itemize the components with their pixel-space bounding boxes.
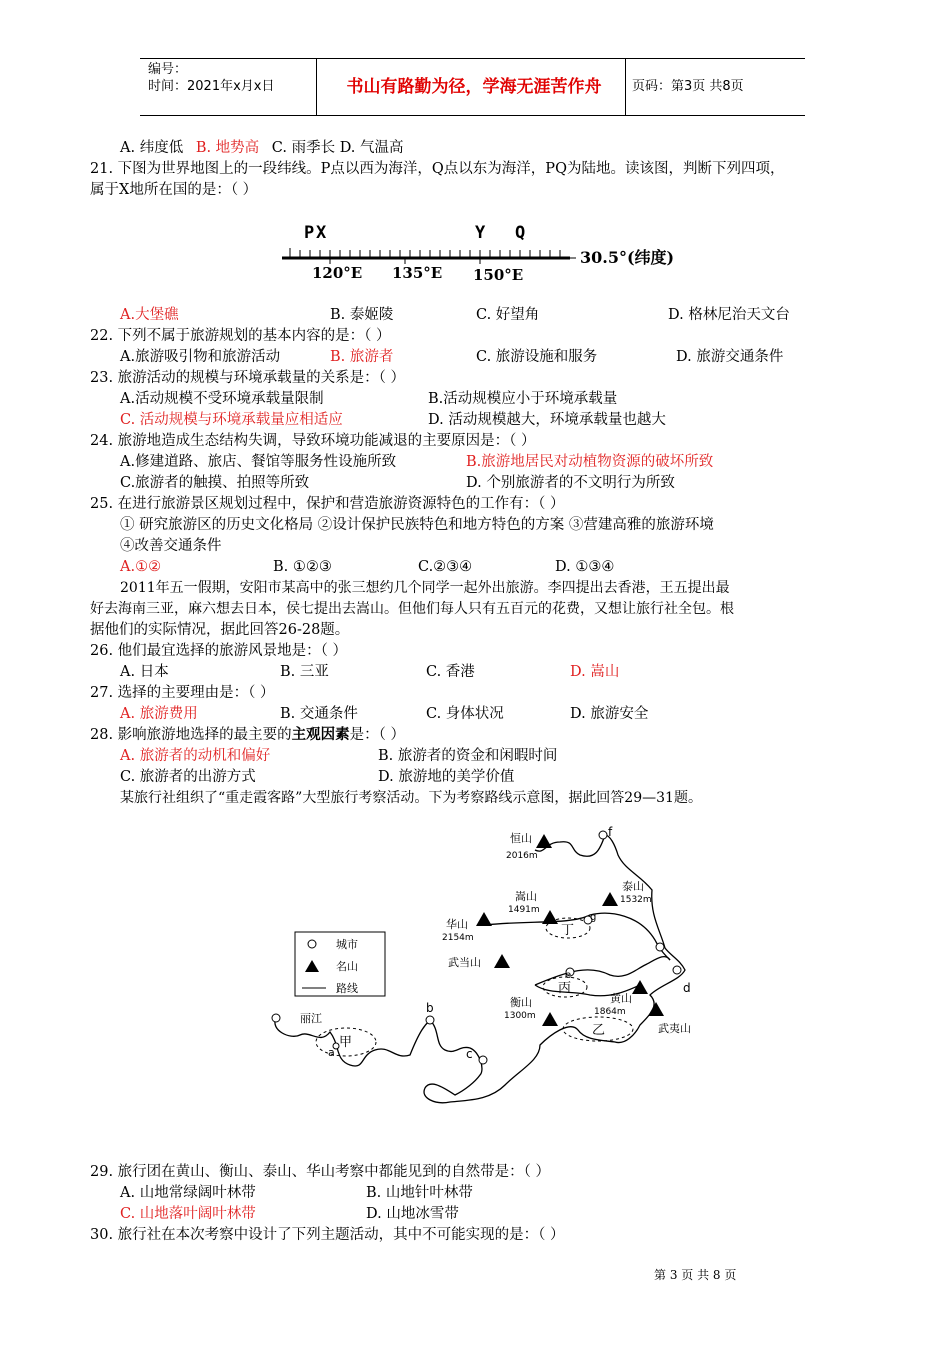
- q21-option-a: A.大堡礁: [120, 307, 179, 323]
- q21-stem-cont: 属于X地所在国的是：（ ）: [90, 182, 258, 198]
- q28-option-a: A. 旅游者的动机和偏好: [120, 748, 271, 764]
- point-e-label: e: [565, 970, 572, 981]
- q29-option-a: A. 山地常绿阔叶林带: [120, 1185, 256, 1201]
- tick-135E: 135°E: [392, 264, 443, 282]
- mountain-hengshan-north-icon: [536, 834, 552, 848]
- mountain-huashan-label: 华山: [446, 918, 468, 931]
- q26-stem: 26. 他们最宜选择的旅游风景地是：（ ）: [90, 643, 348, 659]
- q22-option-b: B. 旅游者: [330, 349, 394, 365]
- legend-route: 路线: [336, 982, 358, 995]
- point-P: P: [304, 223, 315, 243]
- story-line-3: 据他们的实际情况，据此回答26-28题。: [90, 622, 350, 638]
- legend-mountain: 名山: [336, 960, 358, 973]
- q27-option-a: A. 旅游费用: [120, 706, 198, 722]
- mountain-huashan-icon: [476, 912, 492, 926]
- point-Q: Q: [515, 223, 526, 243]
- header-motto: 书山有路勤为径，学海无涯苦作舟: [346, 77, 602, 97]
- header-divider: [625, 59, 626, 115]
- point-g-label: g: [590, 912, 597, 923]
- q29-intro: 某旅行社组织了“重走霞客路”大型旅行考察活动。下为考察路线示意图，据此回答29—31题。: [120, 790, 702, 806]
- q27-option-c: C. 身体状况: [426, 706, 504, 722]
- tick-120E: 120°E: [312, 264, 363, 282]
- legend-city-icon: [308, 940, 316, 948]
- city-d-icon: [673, 966, 681, 974]
- mountain-taishan-icon: [602, 892, 618, 906]
- q24-option-b: B.旅游地居民对动植物资源的破坏所致: [466, 454, 714, 470]
- q27-option-d: D. 旅游安全: [570, 706, 649, 722]
- q21-option-b: B. 泰姬陵: [330, 307, 394, 323]
- mountain-hengshan-north-height: 2016m: [506, 851, 538, 861]
- q27-option-b: B. 交通条件: [280, 706, 358, 722]
- q25-item4: ④改善交通条件: [120, 538, 222, 554]
- point-Y: Y: [475, 223, 486, 243]
- time-label: 时间：2021年x月x日: [148, 79, 275, 94]
- city-icon: [656, 943, 664, 951]
- q28-option-c: C. 旅游者的出游方式: [120, 769, 256, 785]
- q29-stem: 29. 旅行团在黄山、衡山、泰山、华山考察中都能见到的自然带是：（ ）: [90, 1164, 551, 1180]
- mountain-wudangshan-label: 武当山: [448, 956, 481, 969]
- city-b-icon: [426, 1016, 434, 1024]
- story-line-1: 2011年五一假期，安阳市某高中的张三想约几个同学一起外出旅游。李四提出去香港，王五提出最: [120, 580, 730, 596]
- route-line: [535, 957, 670, 985]
- q26-option-b: B. 三亚: [280, 664, 329, 680]
- q23-stem: 23. 旅游活动的规模与环境承载量的关系是：（ ）: [90, 370, 406, 386]
- tick-150E: 150°E: [473, 266, 524, 284]
- mountain-huangshan-label: 黄山: [610, 992, 632, 1005]
- point-f-label: f: [608, 825, 613, 839]
- q22-option-a: A.旅游吸引物和旅游活动: [120, 349, 281, 365]
- latitude-figure: [270, 214, 690, 284]
- story-line-2: 好去海南三亚，麻六想去日本，侯七提出去嵩山。但他们每人只有五百元的花费，又想让旅行社全包。根: [90, 601, 734, 617]
- q29-option-c: C. 山地落叶阔叶林带: [120, 1206, 256, 1222]
- q25-option-a: A.①②: [120, 559, 162, 575]
- mountain-songshan-icon: [542, 910, 558, 924]
- q24-option-a: A.修建道路、旅店、餐馆等服务性设施所致: [120, 454, 397, 470]
- q30-stem: 30. 旅行社在本次考察中设计了下列主题活动，其中不可能实现的是：（ ）: [90, 1227, 565, 1243]
- city-c-icon: [479, 1056, 487, 1064]
- latitude-label: 30.5°(纬度): [580, 248, 675, 267]
- region-yi-label: 乙: [592, 1023, 606, 1038]
- mountain-wuyishan-label: 武夷山: [658, 1022, 691, 1035]
- q29-option-d: D. 山地冰雪带: [366, 1206, 459, 1222]
- mountain-taishan-label: 泰山: [622, 880, 644, 893]
- city-lijiang-label: 丽江: [300, 1012, 322, 1025]
- q24-option-c: C.旅游者的触摸、拍照等所致: [120, 475, 310, 491]
- q20-option-b: B. 地势高: [195, 140, 260, 156]
- q27-stem: 27. 选择的主要理由是：（ ）: [90, 685, 275, 701]
- q23-option-b: B.活动规模应小于环境承载量: [428, 391, 618, 407]
- q25-option-b: B. ①②③: [273, 559, 332, 575]
- q25-items: ① 研究旅游区的历史文化格局 ②设计保护民族特色和地方特色的方案 ③营建高雅的旅游环境: [120, 517, 714, 533]
- q24-option-d: D. 个别旅游者的不文明行为所致: [466, 475, 675, 491]
- region-ding-label: 丁: [561, 923, 575, 938]
- mountain-wuyishan-icon: [648, 1002, 664, 1016]
- point-b-label: b: [426, 1001, 434, 1015]
- route-map: [240, 820, 720, 1120]
- point-c-label: c: [466, 1047, 473, 1061]
- q25-option-c: C.②③④: [418, 559, 473, 575]
- page-footer: 第 3 页 共 8 页: [654, 1268, 737, 1282]
- q28-option-d: D. 旅游地的美学价值: [378, 769, 515, 785]
- q23-option-d: D. 活动规模越大，环境承载量也越大: [428, 412, 666, 428]
- mountain-hengshan-south-label: 衡山: [510, 996, 532, 1009]
- mountain-huangshan-height: 1864m: [594, 1007, 626, 1017]
- q26-option-a: A. 日本: [120, 664, 169, 680]
- mountain-hengshan-north-label: 恒山: [510, 832, 532, 845]
- q22-option-d: D. 旅游交通条件: [676, 349, 784, 365]
- point-X: X: [316, 223, 327, 243]
- q25-stem: 25. 在进行旅游景区规划过程中，保护和营造旅游资源特色的工作有：（ ）: [90, 496, 565, 512]
- point-d-label: d: [683, 981, 691, 995]
- q29-option-b: B. 山地针叶林带: [366, 1185, 473, 1201]
- q21-option-c: C. 好望角: [476, 307, 540, 323]
- q28-stem-post: 是：（ ）: [349, 727, 406, 743]
- mountain-songshan-height: 1491m: [508, 905, 540, 915]
- q23-option-a: A.活动规模不受环境承载量限制: [120, 391, 324, 407]
- q23-option-c: C. 活动规模与环境承载量应相适应: [120, 412, 343, 428]
- page-header: [140, 58, 805, 116]
- mountain-taishan-height: 1532m: [620, 895, 652, 905]
- legend-mountain-icon: [305, 960, 319, 972]
- mountain-wudangshan-icon: [494, 954, 510, 968]
- point-a-label: a: [328, 1046, 335, 1059]
- header-meta: [148, 61, 323, 95]
- number-label: 编号：: [148, 62, 188, 77]
- mountain-hengshan-south-icon: [542, 1012, 558, 1026]
- q21-option-d: D. 格林尼治天文台: [668, 307, 790, 323]
- region-jia-label: 甲: [339, 1035, 353, 1050]
- mountain-hengshan-south-height: 1300m: [504, 1011, 536, 1021]
- q28-option-b: B. 旅游者的资金和闲暇时间: [378, 748, 558, 764]
- q25-option-d: D. ①③④: [555, 559, 615, 575]
- region-bing-label: 丙: [558, 981, 572, 996]
- q28-stem-pre: 28. 影响旅游地选择的最主要的: [90, 727, 292, 743]
- mountain-huashan-height: 2154m: [442, 933, 474, 943]
- mountain-songshan-label: 嵩山: [515, 890, 537, 903]
- q26-option-c: C. 香港: [426, 664, 475, 680]
- legend-city: 城市: [336, 938, 358, 951]
- q28-stem-bold: 主观因素: [291, 726, 350, 743]
- city-f-icon: [599, 831, 607, 839]
- city-lijiang-icon: [272, 1014, 280, 1022]
- header-page-info: 页码：第3页 共8页: [632, 79, 744, 94]
- route-line: [485, 913, 670, 960]
- q28-stem: [90, 725, 405, 745]
- header-divider: [316, 59, 317, 115]
- q26-option-d: D. 嵩山: [570, 664, 620, 680]
- q20-options: [120, 138, 404, 158]
- q22-option-c: C. 旅游设施和服务: [476, 349, 598, 365]
- q21-stem: 21. 下图为世界地图上的一段纬线。P点以西为海洋，Q点以东为海洋，PQ为陆地。读该图，判断下列四项，: [90, 161, 785, 177]
- q24-stem: 24. 旅游地造成生态结构失调，导致环境功能减退的主要原因是：（ ）: [90, 433, 536, 449]
- q22-stem: 22. 下列不属于旅游规划的基本内容的是：（ ）: [90, 328, 391, 344]
- q20-option-cd: C. 雨季长 D. 气温高: [271, 140, 404, 156]
- q20-option-a: A. 纬度低: [120, 140, 184, 156]
